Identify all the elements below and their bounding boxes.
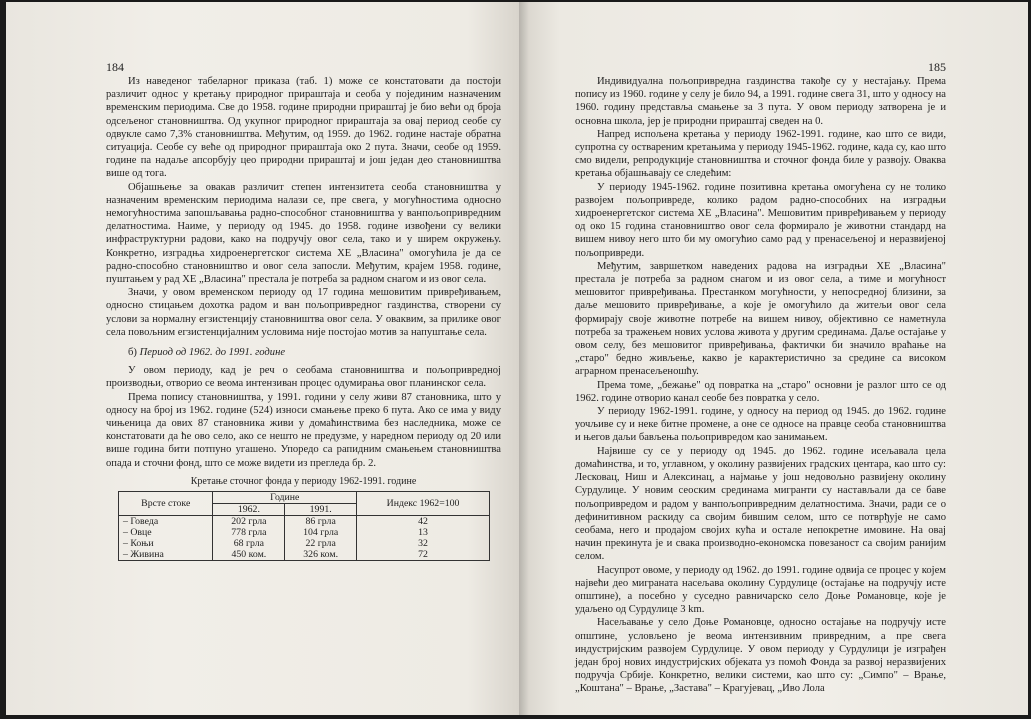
paragraph: У периоду 1962-1991. године, у односу на период од 1945. до 1962. године уочљиве су и неке битне промене, а оне се односе на правце сеоба становништва и његов даљи бављења пољопривредом као занимањем. (575, 406, 946, 444)
header-1962: 1962. (213, 503, 285, 515)
paragraph: Према томе, „бежање" од повратка на „старо" основни је разлог што се од 1962. године отворио канал сеобе без повратка у село. (575, 379, 946, 404)
paragraph: Највише су се у периоду од 1945. до 1962. године исељавала цела домаћинства, и то, углавном, у околину развијених градских центара, као што су: Лесковац, Ниш и Алексинац, а најмање у још недовољно развијену околину Сурдулице. У новим сеоским срединама мигранти су настављали да се баве пољопривредом и радом у ванпољопривредним делатностима. Значи, ради се о дефинитивном раскиду са својим бившим селом, што се потврђује не само сеобама, него и продајом својих кућа и остале непокретне имовине. На овај начин прекинута је и свака производно-економска повезаност са својим ранијим селом. (575, 445, 946, 563)
left-text (106, 75, 501, 470)
paragraph: Индивидуална пољопривредна газдинства такође су у нестајању. Према попису из 1960. године у селу је било 94, а 1991. године свега 31, што у односу на 1960. годину представља смањење за 3 пута. У овом периоду затворена је и основна школа, јер је природни прираштај сведен на 0. (575, 76, 946, 127)
paragraph: У овом периоду, кад је реч о сеобама становништва и пољопривредној производњи, отворио се веома интензиван процес одумирања овог планинског села. (106, 365, 501, 390)
paragraph: У периоду 1945-1962. године позитивна кретања омогућена су не толико развојем пољопривреде, колико радом радно-способних на изградњи хидроенергетског система ХЕ „Власина". Мешовитим привређивањем у периоду од око 15 година становништво овог села формирало је животни стандард на вишем нивоу него што би му омогућио само рад у пренасељеној и неразвијеној пољопривреди. (575, 181, 946, 259)
livestock-table (118, 491, 490, 561)
paragraph: Објашњење за овакав различит степен интензитета сеоба становништва у назначеним временским периодима налази се, пре свега, у могућностима односно немогућностима запошљавања радно-способног становништва у ванпољопривредним делатностима. Наиме, у периоду од 1945. до 1958. године извођени су велики инфраструктурни радови, како на подручју овог села, тако и у ширем окружењу. Конкретно, изградња хидроенергетског система ХЕ „Власина" омогућила је да се радно-способно становништво и овог села запосли. Међутим, крајем 1958. године, пуштањем у рад ХЕ „Власина" престала је потреба за радном снагом и из овог села. (106, 181, 501, 286)
right-text (575, 75, 946, 696)
page-number-right: 185 (928, 60, 946, 74)
header-years: Године (213, 491, 357, 503)
header-1991: 1991. (285, 503, 357, 515)
header-type: Врсте стоке (119, 491, 213, 515)
book-spread (6, 2, 1028, 715)
table-caption: Кретање сточног фонда у периоду 1962-1991. године (190, 475, 417, 487)
paragraph: Из наведеног табеларног приказа (таб. 1) може се констатовати да постоји различит однос у кретању природног прираштаја и сеоба у појединим назначеним временским периодима. Све до 1958. године природни прираштај је био већи од броја одсељеног становништва. Од укупног природног прираштаја за овај период сеобе су одвукле само 7,3% становништва. Међутим, од 1959. до 1962. године настаје обратна ситуација. Сеобе су веће од природног прираштаја око 2 пута. Значи, сеобе од 1959. године па надаље апсорбују цео природни прираштај и још један део становништва више од тога. (106, 76, 501, 180)
section-heading: б) Период од 1962. до 1991. године (128, 347, 286, 359)
paragraph: Значи, у овом временском периоду од 17 година мешовитим привређивањем, односно стицањем дохотка радом и ван пољопривредног газдинства, створени су услови за нормалну егзистенцију становништва овог села. У оваквим, за прилике овог села повољним егзистенцијалним условима није постојао мотив за напуштање села. (106, 287, 501, 338)
paragraph: Насељавање у село Доње Романовце, односно остајање на подручју исте општине, условљено је веома интензивним привредним, а пре свега индустријским развојем Сурдулице. У овом периоду у Сурдулици је изграђен један број нових индустријских објеката уз помоћ Фонда за развој неразвијених подручја Србије. Конкретно, велики системи, као што су: „Симпо" – Врање, „Коштана" – Врање, „Застава" – Крагујевац, „Иво Лола (575, 617, 946, 695)
paragraph: Напред испољена кретања у периоду 1962-1991. године, као што се види, супротна су оствареним кретањима у периоду 1945-1962. године, када су, као што смо видели, репродукције становништва и сточног фонда биле у развоју. Оваква кретања објашњавају се следећим: (575, 128, 946, 180)
paragraph: Насупрот овоме, у периоду од 1962. до 1991. године одвија се процес у којем највећи део миграната насељава околину Сурдулице (остајање на подручју исте општине), а посебно у суседно равничарско село Доње Романовце, које је удаљено од Сурдулице 3 km. (575, 564, 946, 616)
gutter-shadow (519, 2, 529, 715)
table-row: – Живина 450 ком. 326 ком. 72 (119, 549, 490, 561)
left-page (6, 2, 519, 715)
header-index: Индекс 1962=100 (357, 491, 490, 515)
paragraph: Према попису становништва, у 1991. години у селу живи 87 становника, што у односу на број из 1962. године (524) износи смањење преко 6 пута. Ако се има у виду чињеница да ових 87 становника живи у домаћинствима без наследника, може се констатовати да ће ово село, ако се нешто не предузме, у наредном периоду од 20 или више година бити потпуно угашено. Упоредо са рапидним смањењем становништва опада и сточни фонд, што се може видети из прегледа бр. 2. (106, 391, 501, 469)
table-row: – Овце 778 грла 104 грла 13 (119, 527, 490, 538)
paragraph: Међутим, завршетком наведених радова на изградњи ХЕ „Власина" престала је потреба за радном снагом и из овог села, а тиме и могућност мешовитог привређивања. Престанком могућности, у непосредној близини, за даље мешовито привређивање, а које је омогућило да житељи овог села формирају своје животне потребе на вишем нивоу, објективно се наметнула потреба за тражењем нових услова живота у другим срединама. Даље остајање у овом селу, без мешовитог привређивања, фактички би значило враћање на „старо" бедно живљење, какво је карактеристично за средине са високом аграрном пренасељеношћу. (575, 260, 946, 378)
page-number-left: 184 (106, 60, 124, 74)
table-row: – Говеда 202 грла 86 грла 42 (119, 515, 490, 527)
table-row: – Коњи 68 грла 22 грла 32 (119, 538, 490, 549)
section-title: Период од 1962. до 1991. године (139, 347, 286, 359)
right-page (519, 2, 1028, 715)
